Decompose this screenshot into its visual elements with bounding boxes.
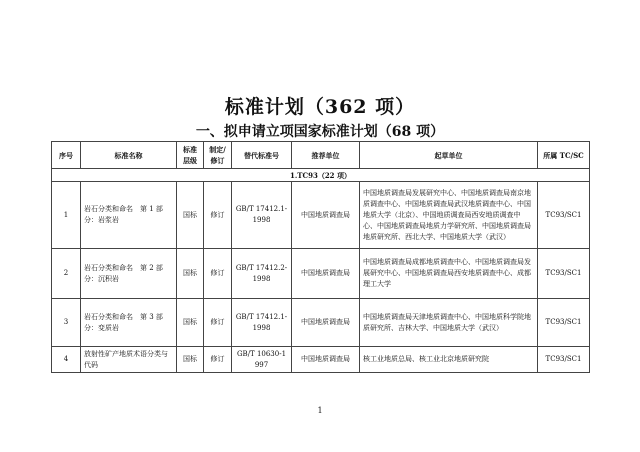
cell-drafter: 中国地质调查局发展研究中心、中国地质调查局南京地质调查中心、中国地质调查局武汉地质调查中心、中国地质大学（北京）、中国地质调查局西安地质调查中心、中国地质调查局地质力学研究所、中国地质调查局地质研究所、西北大学、中国地质大学（武汉） [360, 182, 538, 249]
cell-serial: 1 [52, 182, 81, 249]
group-label: 1.TC93（22 项） [52, 169, 590, 182]
cell-standard-name: 岩石分类和命名 第 2 部分：沉积岩 [81, 249, 177, 299]
cell-recommender: 中国地质调查局 [292, 249, 360, 299]
cell-level: 国标 [177, 347, 204, 373]
cell-replace: GB/T 17412.2-1998 [232, 249, 292, 299]
cell-tc: TC93/SC1 [538, 249, 590, 299]
document-title: 标准计划（362 项） [224, 96, 416, 118]
cell-recommender: 中国地质调查局 [292, 182, 360, 249]
cell-tc: TC93/SC1 [538, 182, 590, 249]
cell-recommender: 中国地质调查局 [292, 347, 360, 373]
cell-replace: GB/T 10630-1997 [232, 347, 292, 373]
table-row [52, 182, 590, 249]
cell-tc: TC93/SC1 [538, 299, 590, 347]
cell-level: 国标 [177, 299, 204, 347]
cell-standard-name: 岩石分类和命名 第 3 部分：变质岩 [81, 299, 177, 347]
cell-replace: GB/T 17412.1-1998 [232, 299, 292, 347]
cell-recommender: 中国地质调查局 [292, 299, 360, 347]
cell-standard-name: 岩石分类和命名 第 1 部分：岩浆岩 [81, 182, 177, 249]
cell-tc: TC93/SC1 [538, 347, 590, 373]
cell-serial: 3 [52, 299, 81, 347]
table-row [52, 347, 590, 373]
header-standard-name: 标准名称 [81, 142, 177, 169]
cell-revise: 修订 [204, 249, 232, 299]
header-drafter: 起草单位 [360, 142, 538, 169]
header-replace: 替代标准号 [232, 142, 292, 169]
header-serial: 序号 [52, 142, 81, 169]
header-recommender: 推荐单位 [292, 142, 360, 169]
cell-drafter: 中国地质调查局天津地质调查中心、中国地质科学院地质研究所、吉林大学、中国地质大学（武汉） [360, 299, 538, 347]
cell-replace: GB/T 17412.1-1998 [232, 182, 292, 249]
table-header-row [52, 142, 590, 169]
cell-serial: 2 [52, 249, 81, 299]
standards-table [51, 141, 590, 373]
table-row [52, 299, 590, 347]
header-revise: 制定/修订 [204, 142, 232, 169]
section-heading: 一、拟申请立项国家标准计划（68 项） [195, 124, 445, 140]
cell-revise: 修订 [204, 347, 232, 373]
group-row [52, 169, 590, 182]
table-row [52, 249, 590, 299]
cell-revise: 修订 [204, 299, 232, 347]
header-tc: 所属 TC/SC [538, 142, 590, 169]
cell-standard-name: 放射性矿产地质术语分类与代码 [81, 347, 177, 373]
header-level: 标准层级 [177, 142, 204, 169]
cell-revise: 修订 [204, 182, 232, 249]
cell-level: 国标 [177, 249, 204, 299]
cell-drafter: 中国地质调查局成都地质调查中心、中国地质调查局发展研究中心、中国地质调查局西安地质调查中心、成都理工大学 [360, 249, 538, 299]
page-number: 1 [317, 406, 323, 415]
cell-serial: 4 [52, 347, 81, 373]
cell-drafter: 核工业地质总局、核工业北京地质研究院 [360, 347, 538, 373]
cell-level: 国标 [177, 182, 204, 249]
